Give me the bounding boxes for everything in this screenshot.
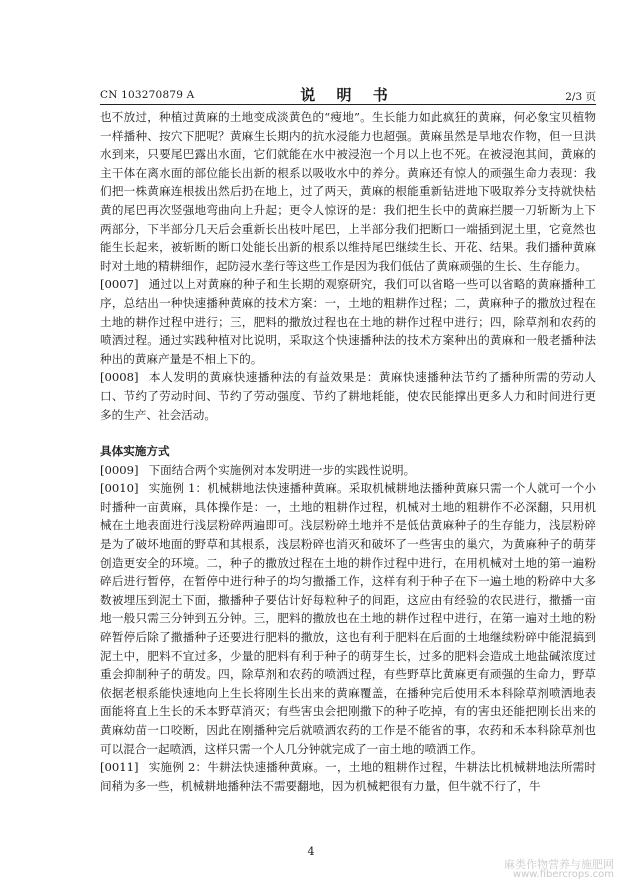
paragraph-number: [0011] bbox=[100, 760, 139, 775]
paragraph-number: [0010] bbox=[100, 481, 139, 496]
watermark-text: 麻类作物营养与施肥网 bbox=[504, 858, 614, 871]
page-indicator: 2/3 页 bbox=[565, 91, 596, 103]
paragraph-number: [0009] bbox=[100, 462, 139, 477]
paragraph-0008 bbox=[100, 368, 596, 424]
paragraph-number: [0008] bbox=[100, 370, 139, 385]
page-header bbox=[100, 84, 596, 106]
paragraph-0007 bbox=[100, 275, 596, 368]
paragraph-text: 实施例 2：牛耕法快速播种黄麻。一，土地的粗耕作过程，牛耕法比机械耕地法所需时间稍为多一些，机械耕地播种法不需要翻地，因为机械耙很有力量，但牛就不行了，牛 bbox=[100, 760, 596, 793]
continuation-paragraph: 也不放过，种植过黄麻的土地变成淡黄色的“瘦地”。生长能力如此疯狂的黄麻，何必象宝贝植物一样播种、按穴下肥呢？黄麻生长期内的抗水浸能力也超强。黄麻虽然是旱地农作物，但一旦洪水到来，只要尾巴露出水面，它们就能在水中被浸泡一个月以上也不死。在被浸泡其间，黄麻的主干体在离水面的部位能长出新的根系以吸收水中的养分。黄麻还有惊人的顽强生命力表现：我们把一株黄麻连根拔出然后扔在地上，过了两天，黄麻的根能重新钻进地下吸取养分支持就快枯黄的尾巴再次竖强地弯曲向上升起；更令人惊讶的是：我们把生长中的黄麻拦腰一刀斩断为上下两部分，下半部分几天后会重新长出枝叶尾巴，上半部分我们把断口一端插到泥土里，它竟然也能生长起来，被斩断的断口处能长出新的根系以维持尾巴继续生长、开花、结果。我们播种黄麻时对土地的精耕细作，起防浸水垄行等这些工作是因为我们低估了黄麻顽强的生长、生存能力。 bbox=[100, 110, 596, 273]
header-rule bbox=[100, 104, 596, 105]
patent-number: CN 103270879 A bbox=[100, 89, 195, 101]
paragraph-text: 下面结合两个实施例对本发明进一步的实践性说明。 bbox=[148, 462, 416, 477]
paragraph-0009 bbox=[100, 461, 596, 480]
paragraph-0011 bbox=[100, 758, 596, 795]
watermark-url: www.fibercrops.com bbox=[512, 869, 614, 880]
paragraph-0010 bbox=[100, 479, 596, 758]
section-heading: 具体实施方式 bbox=[100, 444, 170, 459]
paragraph-number: [0007] bbox=[100, 277, 139, 292]
paragraph-text: 本人发明的黄麻快速播种法的有益效果是：黄麻快速播种法节约了播种所需的劳动人口、节约了劳动时间、节约了劳动强度、节约了耕地耗能，使农民能撑出更多人力和时间进行更多的生产、社会活动。 bbox=[100, 370, 596, 422]
document-title: 说 明 书 bbox=[300, 86, 396, 104]
page-number: 4 bbox=[307, 845, 315, 858]
paragraph-text: 实施例 1：机械耕地法快速播种黄麻。采取机械耕地法播种黄麻只需一个人就可一个小时播种一亩黄麻，具体操作是：一，土地的粗耕作过程，机械对土地的粗耕作不必深翻，只用机械在土地表面进行浅层粉碎两遍即可。浅层粉碎土地并不是低估黄麻种子的生存能力，浅层粉碎是为了破坏地面的野草和其根系，浅层粉碎也消灭和破坏了一些害虫的巢穴，为黄麻种子的萌芽创造更安全的环境。二，种子的撒放过程在土地的耕作过程中进行，在用机械对土地的第一遍粉碎后进行暂停，在暂停中进行种子的均匀撒播工作，这样有利于种子在下一遍土地的粉碎中大多数被埋压到泥土下面，撒播种子要估计好每粒种子的间距，这应由有经验的农民进行，撒播一亩地一般只需三分钟到五分钟。三，肥料的撒放也在土地的耕作过程中进行，在第一遍对土地的粉碎暂停后除了撒播种子还要进行肥料的撒放，这也有利于肥料在后面的土地继续粉碎中能混搞到泥土中，肥料不宜过多，少量的肥料有利于种子的萌芽生长，过多的肥料会造成土地盐碱浓度过重会抑制种子的萌发。四，除草剂和农药的喷洒过程，有些野草比黄麻更有顽强的生命力，野草依据老根系能快速地向上生长将刚生长出来的黄麻覆盖，在播种完后使用禾本科除草剂喷洒地表面能将直上生长的禾本野草消灭；有些害虫会把刚撒下的种子吃掉，有的害虫还能把刚长出来的黄麻幼苗一口咬断，因此在刚播种完后就喷洒农药的工作是不能省的事，农药和禾本科除草剂也可以混合一起喷洒，这样只需一个人几分钟就完成了一亩土地的喷洒工作。 bbox=[100, 481, 596, 756]
paragraph-text: 通过以上对黄麻的种子和生长期的观察研究，我们可以省略一些可以省略的黄麻播种工序，总结出一种快速播种黄麻的技术方案：一，土地的粗耕作过程；二，黄麻种子的撒放过程在土地的耕作过程中进行；三，肥料的撒放过程也在土地的耕作过程中进行；四，除草剂和农药的喷洒过程。通过实践种植对比说明，采取这个快速播种法的技术方案种出的黄麻和一般老播种法种出的黄麻产量是不相上下的。 bbox=[100, 277, 596, 366]
document-body bbox=[100, 108, 596, 795]
spacer bbox=[100, 424, 596, 432]
